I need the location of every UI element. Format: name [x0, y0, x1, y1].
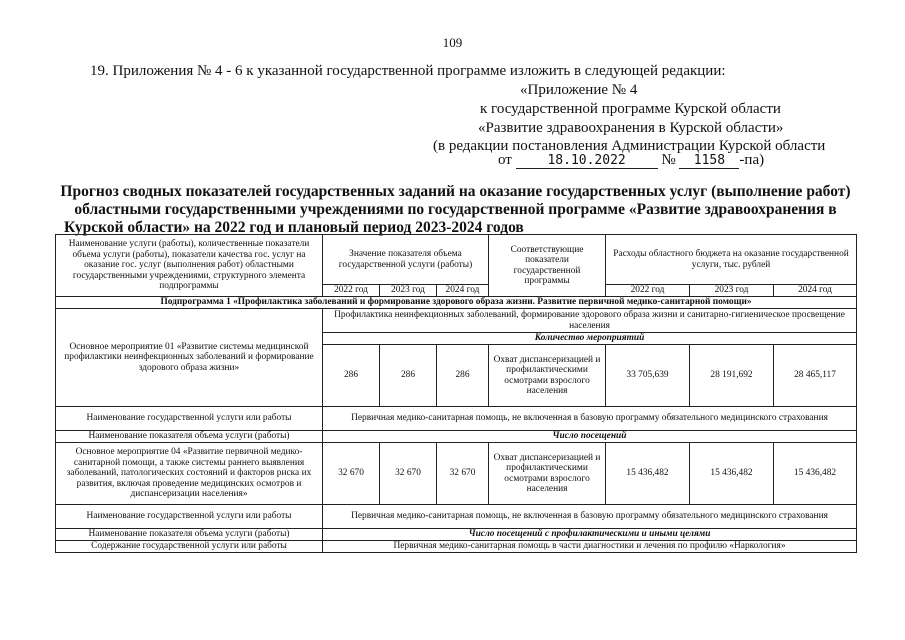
decree-suffix: -па): [739, 152, 765, 168]
header-value: Значение показателя объема государственной услуги (работы): [323, 235, 489, 285]
block1-service: Профилактика неинфекционных заболеваний, формирование здорового образа жизни и санитарно-гигиеническое просвещение населения: [323, 309, 857, 333]
year-header: 2022 год: [606, 285, 690, 297]
header-match: Соответствующие показатели государственной программы: [489, 235, 606, 297]
year-header: 2024 год: [437, 285, 489, 297]
block2-value: 32 670: [380, 443, 437, 505]
block1-measure: Количество мероприятий: [323, 333, 857, 345]
appendix-line-3: «Развитие здравоохранения в Курской области»: [478, 120, 784, 136]
block2-indicator: Охват диспансеризацией и профилактическими осмотрами взрослого населения: [489, 443, 606, 505]
content-label: Содержание государственной услуги или работы: [56, 541, 323, 553]
block1-name: Основное мероприятие 01 «Развитие системы медицинской профилактики неинфекционных заболеваний и формирование здорового образа жизни»: [56, 309, 323, 407]
header-name: Наименование услуги (работы), количественные показатели объема услуги (работы), показатели качества гос. услуг на оказание гос. услуг (выполнения работ) областными государственными учреждениями, структурного элемента подпрограммы: [56, 235, 323, 297]
service-label: Наименование государственной услуги или работы: [56, 407, 323, 431]
block2-budget: 15 436,482: [774, 443, 857, 505]
service-label: Наименование государственной услуги или работы: [56, 505, 323, 529]
header-budget: Расходы областного бюджета на оказание государственной услуги, тыс. рублей: [606, 235, 857, 285]
content-value: Первичная медико-санитарная помощь в части диагностики и лечения по профилю «Наркология»: [323, 541, 857, 553]
indicator-value: Число посещений с профилактическими и иными целями: [323, 529, 857, 541]
year-header: 2023 год: [690, 285, 774, 297]
indicator-label: Наименование показателя объема услуги (работы): [56, 431, 323, 443]
block2-budget: 15 436,482: [690, 443, 774, 505]
indicator-label: Наименование показателя объема услуги (работы): [56, 529, 323, 541]
indicator-value: Число посещений: [323, 431, 857, 443]
appendix-line-2: к государственной программе Курской области: [480, 101, 781, 117]
decree-number: 1158: [679, 153, 739, 169]
item-19-text: 19. Приложения № 4 - 6 к указанной государственной программе изложить в следующей редакции:: [90, 63, 726, 79]
decree-date: 18.10.2022: [516, 153, 658, 169]
block1-value: 286: [323, 345, 380, 407]
subprogram-row: Подпрограмма 1 «Профилактика заболеваний и формирование здорового образа жизни. Развитие первичной медико-санитарной помощи»: [56, 297, 857, 309]
indicators-table: [55, 234, 857, 553]
block1-budget: 33 705,639: [606, 345, 690, 407]
year-header: 2024 год: [774, 285, 857, 297]
year-header: 2022 год: [323, 285, 380, 297]
from-label: от: [498, 152, 512, 168]
block2-name: Основное мероприятие 04 «Развитие первичной медико-санитарной помощи, а также системы раннего выявления заболеваний, патологических состояний и факторов риска их развития, включая проведение медицинских осмотров и диспансеризации населения»: [56, 443, 323, 505]
number-label: №: [661, 152, 676, 168]
block2-value: 32 670: [437, 443, 489, 505]
appendix-line-4: (в редакции постановления Администрации Курской области: [433, 138, 826, 154]
appendix-date-line: [498, 152, 764, 169]
block1-budget: 28 465,117: [774, 345, 857, 407]
block2-budget: 15 436,482: [606, 443, 690, 505]
block1-indicator: Охват диспансеризацией и профилактическими осмотрами взрослого населения: [489, 345, 606, 407]
page-number: 109: [442, 35, 463, 50]
block1-budget: 28 191,692: [690, 345, 774, 407]
title-line-1: Прогноз сводных показателей государственных заданий на оказание государственных услуг (выполнение работ): [60, 183, 851, 200]
title-line-3: Курской области» на 2022 год и плановый период 2023-2024 годов: [64, 219, 524, 236]
appendix-title: «Приложение № 4: [520, 82, 638, 98]
block2-value: 32 670: [323, 443, 380, 505]
block1-value: 286: [380, 345, 437, 407]
year-header: 2023 год: [380, 285, 437, 297]
document-title: [48, 183, 863, 237]
service-value: Первичная медико-санитарная помощь, не включенная в базовую программу обязательного медицинского страхования: [323, 505, 857, 529]
service-value: Первичная медико-санитарная помощь, не включенная в базовую программу обязательного медицинского страхования: [323, 407, 857, 431]
title-line-2: областными государственными учреждениями по государственной программе «Развитие здравоохранения в: [74, 201, 837, 218]
block1-value: 286: [437, 345, 489, 407]
